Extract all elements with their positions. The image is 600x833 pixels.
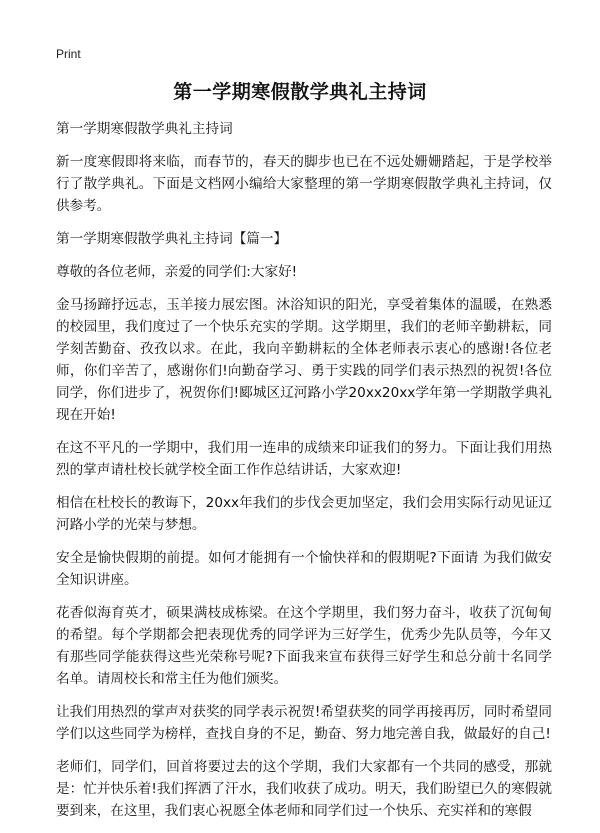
paragraph-summary-speech: 在这不平凡的一学期中，我们用一连串的成绩来印证我们的努力。下面让我们用热烈的掌声请杜校长就学校全面工作作总结讲话，大家欢迎! [56,440,552,478]
paragraph-greeting: 尊敬的各位老师，亲爱的同学们:大家好! [56,264,298,280]
paragraph-subtitle: 第一学期寒假散学典礼主持词 [56,121,233,137]
paragraph-intro: 新一度寒假即将来临，而春节的，春天的脚步也已在不远处姗姗踏起，于是学校举行了散学典礼。下面是文档网小编给大家整理的第一学期寒假散学典礼主持词，仅供参考。 [56,154,552,214]
paragraph-section-heading: 第一学期寒假散学典礼主持词【篇一】 [56,231,288,247]
paragraph-commitment: 相信在杜校长的教诲下，20xx年我们的步伐会更加坚定，我们会用实际行动见证辽河路小学的光荣与梦想。 [56,495,552,533]
document-body [56,118,552,833]
print-link[interactable]: Print [56,47,81,61]
paragraph-closing: 老师们，同学们，回首将要过去的这个学期，我们大家都有一个共同的感受，那就是：忙并快乐着!我们挥洒了汗水，我们收获了成功。明天，我们盼望已久的寒假就要到来，在这里，我们衷心祝愿全体老师和同学们过一个快乐、充实祥和的寒假 [56,759,552,819]
document-title: 第一学期寒假散学典礼主持词 [173,81,427,103]
paragraph-congratulations: 让我们用热烈的掌声对获奖的同学表示祝贺!希望获奖的同学再接再厉，同时希望同学们以这些同学为榜样，查找自身的不足，勤奋、努力地完善自我，做最好的自己! [56,704,552,742]
paragraph-opening: 金马扬蹄抒远志，玉羊接力展宏图。沐浴知识的阳光，享受着集体的温暖，在熟悉的校园里，我们度过了一个快乐充实的学期。这学期里，我们的老师辛勤耕耘，同学刻苦勤奋、孜孜以求。在此，我向辛勤耕耘的全体老师表示衷心的感谢!各位老师，你们辛苦了，感谢你们!向勤奋学习、勇于实践的同学们表示热烈的祝贺!各位同学，你们进步了，祝贺你们!郾城区辽河路小学20xx20xx学年第一学期散学典礼现在开始! [56,297,552,423]
paragraph-awards: 花香似海育英才，硕果满枝成栋梁。在这个学期里，我们努力奋斗，收获了沉甸甸的希望。每个学期都会把表现优秀的同学评为三好学生，优秀少先队员等，今年又有那些同学能获得这些光荣称号呢?下面我来宣布获得三好学生和总分前十名同学名单。请周校长和常主任为他们颁奖。 [56,605,552,687]
paragraph-safety: 安全是愉快假期的前提。如何才能拥有一个愉快祥和的假期呢?下面请 为我们做安全知识讲座。 [56,550,552,588]
